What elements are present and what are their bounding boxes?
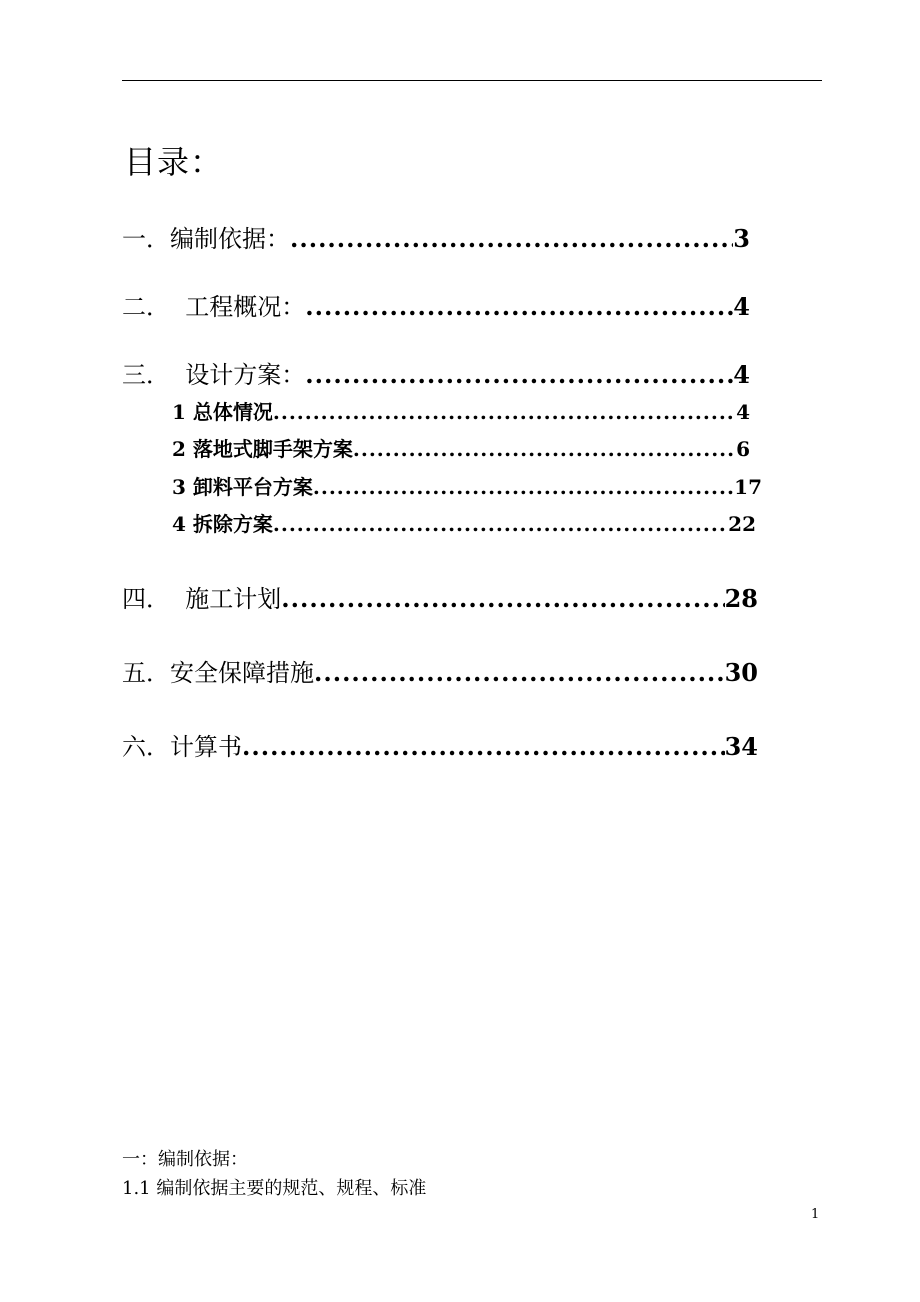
toc-entry-page: 4: [733, 360, 750, 389]
toc-entry-page: 28: [724, 584, 758, 613]
toc-entry-label: 六．计算书: [122, 733, 242, 761]
toc-entry-label: 五．安全保障措施: [122, 659, 314, 687]
toc-entry-6[interactable]: [122, 730, 758, 764]
toc-leader-dots: [314, 656, 725, 690]
toc-entry-page: 22: [728, 512, 756, 536]
toc-entry-3[interactable]: [122, 358, 750, 392]
toc-entry-3-2[interactable]: [172, 435, 750, 463]
toc-entry-5[interactable]: [122, 656, 758, 690]
toc-leader-dots: [281, 582, 724, 616]
toc-leader-dots: [273, 510, 728, 538]
toc-leader-dots: [242, 730, 725, 764]
toc-entry-page: 34: [724, 732, 758, 761]
toc-leader-dots: [305, 290, 733, 324]
toc-entry-page: 17: [734, 475, 762, 499]
toc-entry-label: 1 总体情况: [172, 400, 273, 424]
toc-entry-label: 二． 工程概况：: [122, 293, 306, 321]
toc-leader-dots: [273, 398, 736, 426]
toc-entry-label: 四． 施工计划: [122, 585, 282, 613]
toc-entry-2[interactable]: [122, 290, 750, 324]
toc-entry-3-3[interactable]: [172, 473, 762, 501]
toc-entry-1[interactable]: [122, 222, 750, 256]
section-subheading: 1.1 编制依据主要的规范、规程、标准: [122, 1178, 427, 1199]
toc-entry-label: 三． 设计方案：: [122, 361, 306, 389]
toc-title: 目录：: [124, 143, 224, 181]
toc-entry-page: 6: [736, 437, 750, 461]
toc-entry-page: 4: [736, 400, 750, 424]
section-heading: 一：编制依据：: [122, 1149, 248, 1170]
toc-leader-dots: [305, 358, 733, 392]
header-rule: [122, 80, 822, 81]
toc-leader-dots: [353, 435, 736, 463]
toc-entry-page: 30: [724, 658, 758, 687]
toc-entry-label: 3 卸料平台方案: [172, 475, 313, 499]
toc-leader-dots: [313, 473, 734, 501]
toc-entry-4[interactable]: [122, 582, 758, 616]
page-number: 1: [811, 1207, 820, 1222]
toc-entry-3-4[interactable]: [172, 510, 756, 538]
toc-entry-label: 2 落地式脚手架方案: [172, 437, 353, 461]
toc-entry-label: 4 拆除方案: [172, 512, 273, 536]
toc-entry-label: 一．编制依据：: [122, 225, 290, 253]
toc-entry-page: 3: [733, 224, 750, 253]
toc-entry-page: 4: [733, 292, 750, 321]
toc-entry-3-1[interactable]: [172, 398, 750, 426]
toc-leader-dots: [290, 222, 733, 256]
